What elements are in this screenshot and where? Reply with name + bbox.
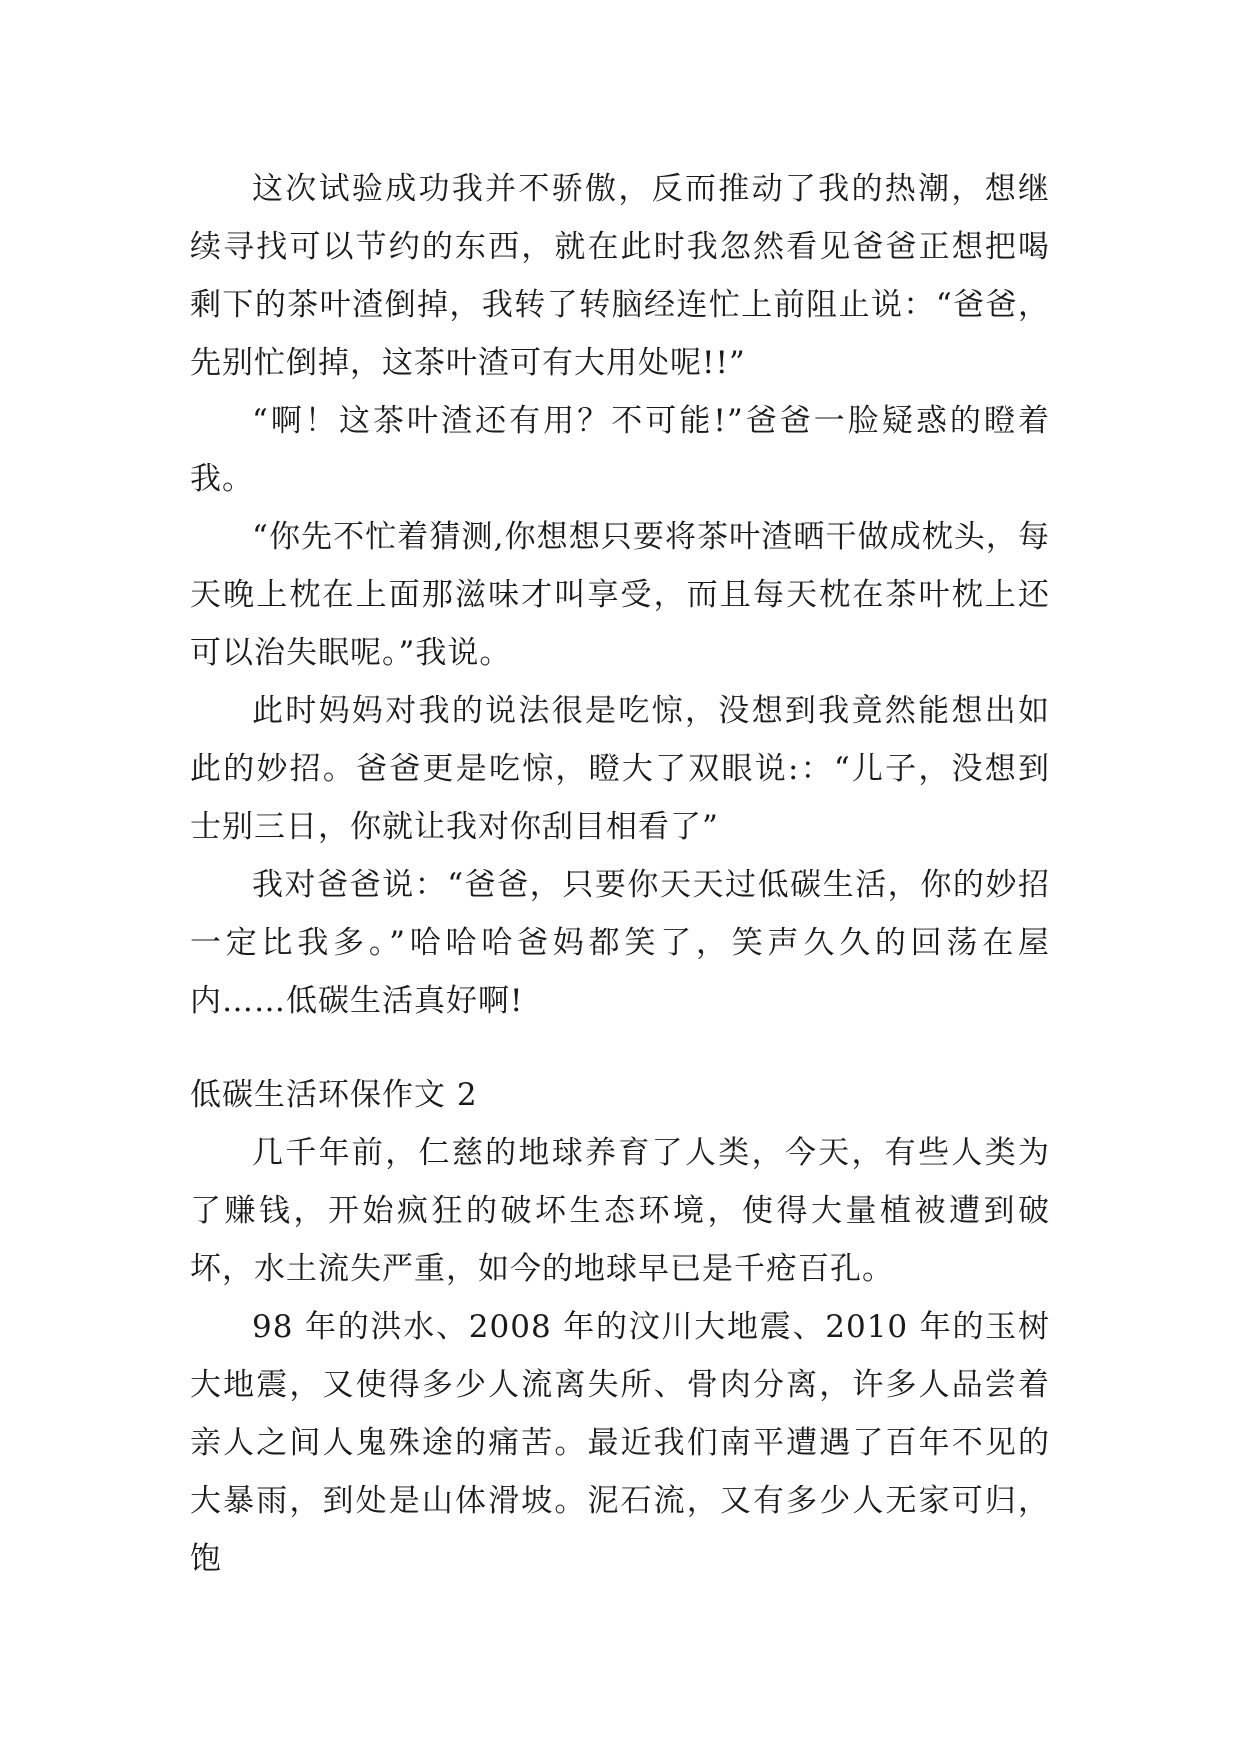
paragraph: 98 年的洪水、2008 年的汶川大地震、2010 年的玉树大地震，又使得多少人流离失所、骨肉分离，许多人品尝着亲人之间人鬼殊途的痛苦。最近我们南平遭遇了百年不见的大暴雨，到处是山体滑坡。泥石流，又有多少人无家可归，饱 [190,1309,1050,1577]
paragraph: “你先不忙着猜测,你想想只要将茶叶渣晒干做成枕头，每天晚上枕在上面那滋味才叫享受，而且每天枕在茶叶枕上还可以治失眠呢。”我说。 [190,519,1050,671]
section-title: 低碳生活环保作文 2 [190,1077,478,1113]
paragraph: 几千年前，仁慈的地球养育了人类，今天，有些人类为了赚钱，开始疯狂的破坏生态环境，使得大量植被遭到破坏，水土流失严重，如今的地球早已是千疮百孔。 [190,1135,1050,1287]
paragraph: 这次试验成功我并不骄傲，反而推动了我的热潮，想继续寻找可以节约的东西，就在此时我忽然看见爸爸正想把喝剩下的茶叶渣倒掉，我转了转脑经连忙上前阻止说：“爸爸，先别忙倒掉，这茶叶渣可有大用处呢!!” [190,171,1050,381]
paragraph: 我对爸爸说：“爸爸，只要你天天过低碳生活，你的妙招一定比我多。”哈哈哈爸妈都笑了，笑声久久的回荡在屋内……低碳生活真好啊! [190,867,1050,1019]
paragraph: “啊！这茶叶渣还有用？不可能!”爸爸一脸疑惑的瞪着我。 [190,403,1050,497]
paragraph: 此时妈妈对我的说法很是吃惊，没想到我竟然能想出如此的妙招。爸爸更是吃惊，瞪大了双眼说:：“儿子，没想到士别三日，你就让我对你刮目相看了” [190,693,1050,845]
document-body [190,160,1050,1588]
